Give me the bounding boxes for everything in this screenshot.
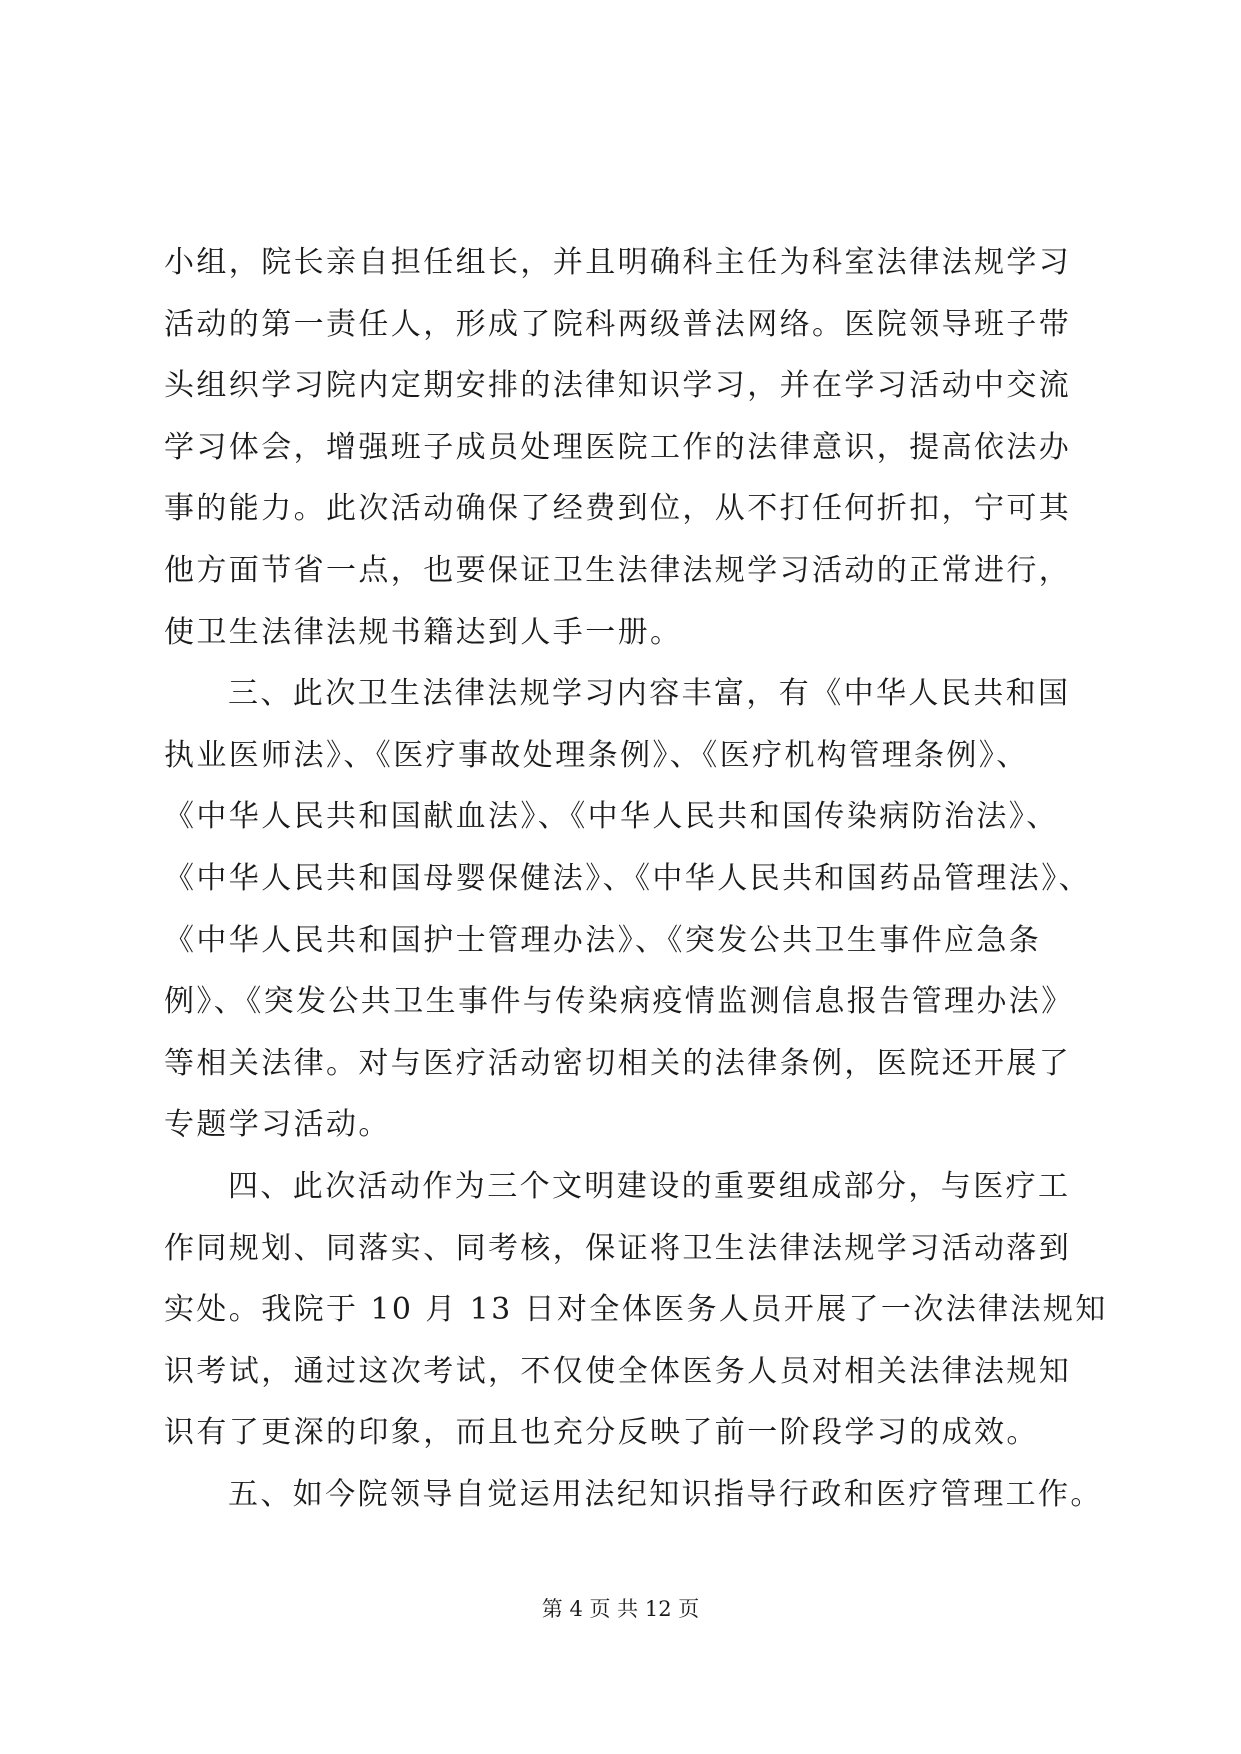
text-line: 例》、《突发公共卫生事件与传染病疫情监测信息报告管理办法》 [164, 984, 1074, 1020]
text-line: 等相关法律。对与医疗活动密切相关的法律条例，医院还开展了 [164, 1045, 1072, 1081]
text-line: 识有了更深的印象，而且也充分反映了前一阶段学习的成效。 [164, 1415, 1039, 1451]
text-line: 实处。我院于 10 月 13 日对全体医务人员开展了一次法律法规知 [164, 1292, 1108, 1328]
text-line: 专题学习活动。 [164, 1107, 391, 1143]
text-line: 事的能力。此次活动确保了经费到位，从不打任何折扣，宁可其 [164, 491, 1072, 527]
text-line: 使卫生法律法规书籍达到人手一册。 [164, 614, 683, 650]
text-line: 执业医师法》、《医疗事故处理条例》、《医疗机构管理条例》、 [164, 737, 1029, 773]
text-line: 学习体会，增强班子成员处理医院工作的法律意识，提高依法办 [164, 429, 1072, 465]
text-line: 《中华人民共和国献血法》、《中华人民共和国传染病防治法》、 [164, 799, 1059, 835]
paragraph-start-line: 四、此次活动作为三个文明建设的重要组成部分，与医疗工 [228, 1168, 1071, 1204]
text-line: 识考试，通过这次考试，不仅使全体医务人员对相关法律法规知 [164, 1353, 1072, 1389]
page-number-footer: 第 4 页 共 12 页 [541, 1597, 700, 1621]
text-line: 他方面节省一点，也要保证卫生法律法规学习活动的正常进行， [164, 552, 1072, 588]
body-text [164, 232, 1108, 1525]
paragraph-start-line: 五、如今院领导自觉运用法纪知识指导行政和医疗管理工作。 [228, 1476, 1103, 1512]
text-line: 《中华人民共和国母婴保健法》、《中华人民共和国药品管理法》、 [164, 860, 1091, 896]
text-line: 头组织学习院内定期安排的法律知识学习，并在学习活动中交流 [164, 368, 1072, 404]
text-line: 作同规划、同落实、同考核，保证将卫生法律法规学习活动落到 [164, 1230, 1072, 1266]
text-line: 活动的第一责任人，形成了院科两级普法网络。医院领导班子带 [164, 306, 1072, 342]
text-line: 小组，院长亲自担任组长，并且明确科主任为科室法律法规学习 [164, 245, 1072, 280]
text-line: 《中华人民共和国护士管理办法》、《突发公共卫生事件应急条 [164, 922, 1042, 958]
paragraph-start-line: 三、此次卫生法律法规学习内容丰富，有《中华人民共和国 [228, 676, 1071, 712]
